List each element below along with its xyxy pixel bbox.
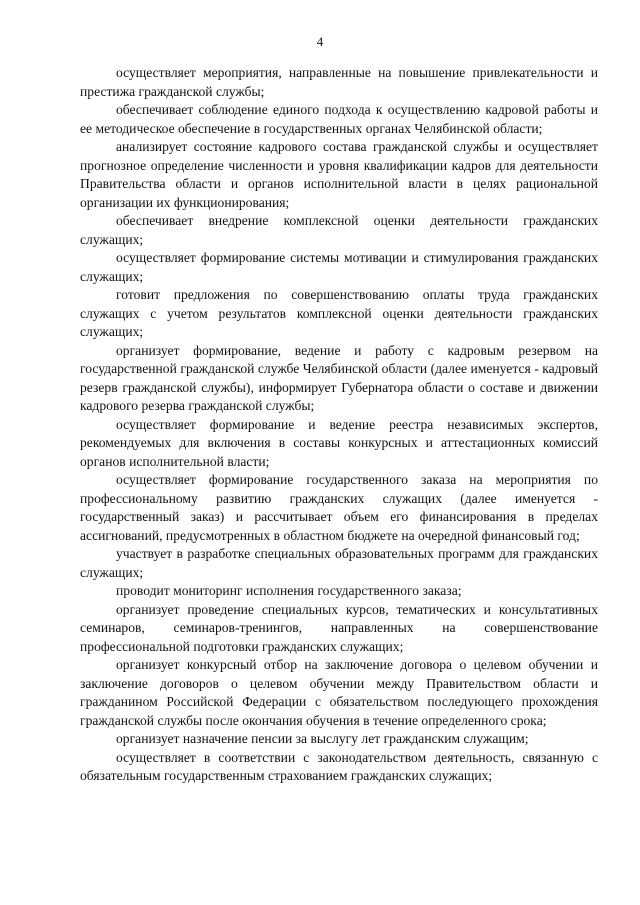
- document-body: [80, 64, 598, 786]
- paragraph: обеспечивает внедрение комплексной оценки деятельности гражданских служащих;: [80, 213, 598, 247]
- paragraph: проводит мониторинг исполнения государственного заказа;: [116, 583, 462, 598]
- page-number: 4: [316, 34, 324, 49]
- paragraph: организует конкурсный отбор на заключение договора о целевом обучении и заключение договоров о целевом обучении между Правительством области и гражданином Российской Федерации с обязательством последующего прохождения гражданской службы после окончания обучения в течение определенного срока;: [80, 657, 598, 728]
- paragraph: организует формирование, ведение и работу с кадровым резервом на государственной гражданской службе Челябинской области (далее именуется - кадровый резерв гражданской службы), информирует Губернатора области о составе и движении кадрового резерва гражданской службы;: [80, 342, 598, 413]
- paragraph: осуществляет формирование государственного заказа на мероприятия по профессиональному развитию гражданских служащих (далее именуется - государственный заказ) и рассчитывает объем его финансирования в пределах ассигнований, предусмотренных в областном бюджете на очередной финансовый год;: [80, 472, 598, 543]
- paragraph: осуществляет формирование и ведение реестра независимых экспертов, рекомендуемых для включения в составы конкурсных и аттестационных комиссий органов исполнительной власти;: [80, 416, 598, 469]
- paragraph: организует проведение специальных курсов, тематических и консультативных семинаров, семинаров-тренингов, направленных на совершенствование профессиональной подготовки гражданских служащих;: [80, 601, 598, 654]
- paragraph: осуществляет в соответствии с законодательством деятельность, связанную с обязательным государственным страхованием гражданских служащих;: [80, 749, 598, 783]
- paragraph: обеспечивает соблюдение единого подхода к осуществлению кадровой работы и ее методическое обеспечение в государственных органах Челябинской области;: [80, 102, 598, 136]
- paragraph: анализирует состояние кадрового состава гражданской службы и осуществляет прогнозное определение численности и уровня квалификации кадров для деятельности Правительства области и органов исполнительной власти в целях рациональной организации их функционирования;: [80, 139, 598, 210]
- paragraph: осуществляет мероприятия, направленные на повышение привлекательности и престижа гражданской службы;: [80, 65, 598, 99]
- paragraph: осуществляет формирование системы мотивации и стимулирования гражданских служащих;: [80, 250, 598, 284]
- paragraph: готовит предложения по совершенствованию оплаты труда гражданских служащих с учетом результатов комплексной оценки деятельности гражданских служащих;: [80, 287, 598, 339]
- paragraph: участвует в разработке специальных образовательных программ для гражданских служащих;: [80, 546, 598, 580]
- paragraph: организует назначение пенсии за выслугу лет гражданским служащим;: [116, 731, 529, 746]
